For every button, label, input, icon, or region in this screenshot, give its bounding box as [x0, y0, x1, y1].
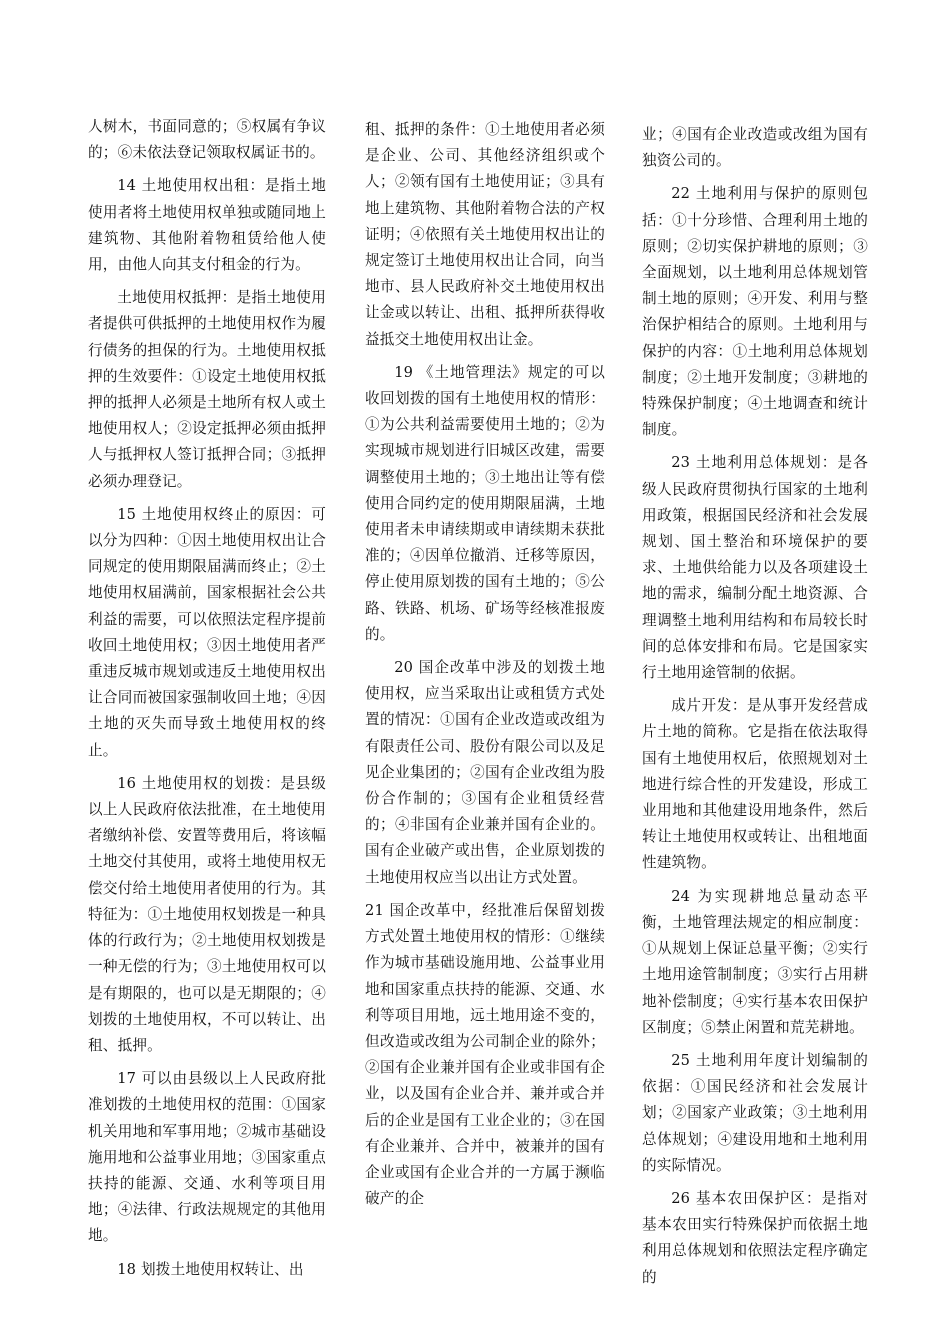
paragraph: 土地使用权抵押：是指土地使用者提供可供抵押的土地使用权作为履行债务的担保的行为。土地使用权抵押的生效要件：①设定土地使用权抵押的抵押人必须是土地所有权人或土地使用权人；②设定抵押必须由抵押人与抵押权人签订抵押合同；③抵押必须办理登记。 [88, 289, 326, 490]
paragraph: 25 土地利用年度计划编制的依据：①国民经济和社会发展计划；②国家产业政策；③土地利用总体规划；④建设用地和土地利用的实际情况。 [642, 1051, 868, 1174]
paragraph: 16 土地使用权的划拨：是县级以上人民政府依法批准，在土地使用者缴纳补偿、安置等费用后，将该幅土地交付其使用，或将土地使用权无偿交付给土地使用者使用的行为。其特征为：①土地使用权划拨是一种具体的行政行为；②土地使用权划拨是一种无偿的行为；③土地使用权可以是有期限的，也可以是无期限的；④划拨的土地使用权，不可以转让、出租、抵押。 [88, 774, 326, 1054]
paragraph: 24 为实现耕地总量动态平衡，土地管理法规定的相应制度：①从规划上保证总量平衡；②实行土地用途管制制度；③实行占用耕地补偿制度；④实行基本农田保护区制度；⑤禁止闲置和荒芜耕地。 [642, 887, 868, 1036]
paragraph: 17 可以由县级以上人民政府批准划拨的土地使用权的范围：①国家机关用地和军事用地；②城市基础设施用地和公益事业用地；③国家重点扶持的能源、交通、水利等项目用地；④法律、行政法规规定的其他用地。 [88, 1070, 326, 1245]
paragraph: 18 划拨土地使用权转让、出 [117, 1260, 304, 1278]
paragraph: 成片开发：是从事开发经营成片土地的简称。它是指在依法取得国有土地使用权后，依照规划对土地进行综合性的开发建设，形成工业用地和其他建设用地条件，然后转让土地使用权或转让、出租地面性建筑物。 [642, 697, 868, 872]
text-column-3 [642, 122, 868, 1298]
paragraph: 人树木，书面同意的；⑤权属有争议的；⑥未依法登记领取权属证书的。 [88, 118, 326, 162]
text-column-2 [365, 117, 605, 1219]
paragraph: 21 国企改革中，经批准后保留划拨方式处置土地使用权的情形：①继续作为城市基础设施用地、公益事业用地和国家重点扶持的能源、交通、水利等项目用地，远土地用途不变的，但改造或改组为公司制企业的除外；②国有企业兼并国有企业或非国有企业，以及国有企业合并、兼并或合并后的企业是国有工业企业的；③在国有企业兼并、合并中，被兼并的国有企业或国有企业合并的一方属于濒临破产的企 [365, 901, 605, 1208]
text-column-1 [88, 114, 326, 1290]
paragraph: 26 基本农田保护区：是指对基本农田实行特殊保护而依据土地利用总体规划和依照法定程序确定的 [642, 1189, 868, 1286]
paragraph: 15 土地使用权终止的原因：可以分为四种：①因土地使用权出让合同规定的使用期限届满而终止；②土地使用权届满前，国家根据社会公共利益的需要，可以依照法定程序提前收回土地使用权；③因土地使用者严重违反城市规划或违反土地使用权出让合同而被国家强制收回土地；④因土地的灭失而导致土地使用权的终止。 [88, 505, 326, 759]
paragraph: 20 国企改革中涉及的划拨土地使用权，应当采取出让或租赁方式处置的情况：①国有企业改造或改组为有限责任公司、股份有限公司以及足见企业集团的；②国有企业改组为股份合作制的；③国有企业租赁经营的；④非国有企业兼并国有企业的。国有企业破产或出售，企业原划拨的土地使用权应当以出让方式处置。 [365, 659, 605, 886]
paragraph: 19 《土地管理法》规定的可以收回划拨的国有土地使用权的情形：①为公共利益需要使用土地的；②为实现城市规划进行旧城区改建，需要调整使用土地的；③土地出让等有偿使用合同约定的使用期限届满，土地使用者未申请续期或申请续期未获批准的；④因单位撤消、迁移等原因，停止使用原划拨的国有土地的；⑤公路、铁路、机场、矿场等经核准报废的。 [365, 363, 605, 643]
paragraph: 23 土地利用总体规划：是各级人民政府贯彻执行国家的土地利用政策，根据国民经济和社会发展规划、国土整治和环境保护的要求、土地供给能力以及各项建设土地的需求，编制分配土地资源、合理调整土地利用结构和布局较长时间的总体安排和布局。它是国家实行土地用途管制的依据。 [642, 454, 868, 682]
paragraph: 14 土地使用权出租：是指土地使用者将土地使用权单独或随同地上建筑物、其他附着物租赁给他人使用，由他人向其支付租金的行为。 [88, 177, 326, 274]
paragraph: 租、抵押的条件：①土地使用者必须是企业、公司、其他经济组织或个人；②领有国有土地使用证；③具有地上建筑物、其他附着物合法的产权证明；④依照有关土地使用权出让的规定签订土地使用权出让合同，向当地市、县人民政府补交土地使用权出让金或以转让、出租、抵押所获得收益抵交土地使用权出让金。 [365, 121, 605, 348]
paragraph: 22 土地利用与保护的原则包括：①十分珍惜、合理利用土地的原则；②切实保护耕地的原则；③全面规划，以土地利用总体规划管制土地的原则；④开发、利用与整治保护相结合的原则。土地利用与保护的内容：①土地利用总体规划制度；②土地开发制度；③耕地的特殊保护制度；④土地调查和统计制度。 [642, 185, 868, 439]
paragraph: 业；④国有企业改造或改组为国有独资公司的。 [642, 126, 868, 170]
